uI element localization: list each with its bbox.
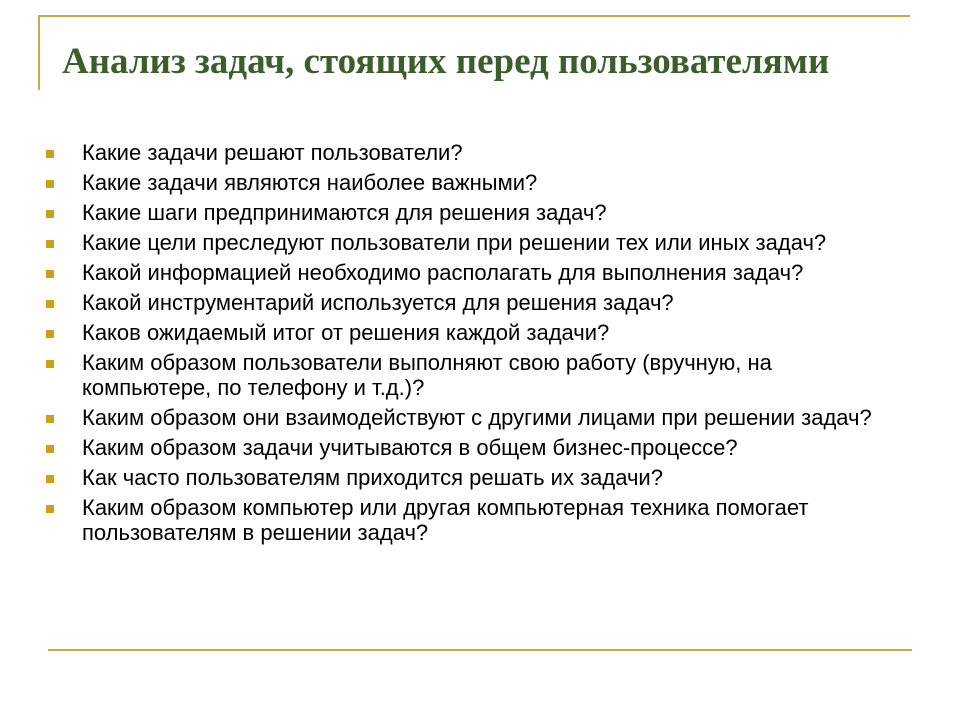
- bullet-item: [46, 230, 896, 255]
- bullet-item: [46, 260, 896, 285]
- bullet-item: [46, 465, 896, 490]
- square-bullet-icon: [46, 240, 54, 248]
- square-bullet-icon: [46, 415, 54, 423]
- bullet-item: [46, 290, 896, 315]
- bullet-text: Какой информацией необходимо располагать для выполнения задач?: [82, 260, 804, 285]
- square-bullet-icon: [46, 180, 54, 188]
- bullet-text: Каким образом компьютер или другая компьютерная техника помогает пользователям в решении задач?: [82, 495, 809, 545]
- bullet-text: Какие задачи решают пользователи?: [82, 140, 463, 165]
- square-bullet-icon: [46, 445, 54, 453]
- square-bullet-icon: [46, 150, 54, 158]
- top-rule: [38, 15, 910, 17]
- square-bullet-icon: [46, 270, 54, 278]
- bullet-text: Какие шаги предпринимаются для решения задач?: [82, 200, 607, 225]
- bullet-text: Как часто пользователям приходится решать их задачи?: [82, 465, 663, 490]
- bullet-item: [46, 495, 896, 545]
- square-bullet-icon: [46, 505, 54, 513]
- bullet-list: [46, 140, 896, 550]
- square-bullet-icon: [46, 475, 54, 483]
- bullet-text: Каким образом пользователи выполняют свою работу (вручную, на компьютере, по телефону и т.д.)?: [82, 350, 772, 400]
- bullet-item: [46, 320, 896, 345]
- bullet-item: [46, 140, 896, 165]
- bullet-item: [46, 170, 896, 195]
- bullet-text: Какие цели преследуют пользователи при решении тех или иных задач?: [82, 230, 827, 255]
- bullet-item: [46, 200, 896, 225]
- bottom-rule: [48, 649, 912, 651]
- square-bullet-icon: [46, 360, 54, 368]
- bullet-text: Какие задачи являются наиболее важными?: [82, 170, 538, 195]
- bullet-item: [46, 405, 896, 430]
- bullet-text: Каким образом они взаимодействуют с другими лицами при решении задач?: [82, 405, 872, 430]
- bullet-item: [46, 435, 896, 460]
- bullet-text: Каким образом задачи учитываются в общем бизнес-процессе?: [82, 435, 738, 460]
- bullet-text: Каков ожидаемый итог от решения каждой задачи?: [82, 320, 610, 345]
- slide-title: Анализ задач, стоящих перед пользователями: [62, 41, 830, 82]
- square-bullet-icon: [46, 300, 54, 308]
- vertical-rule: [38, 15, 40, 90]
- bullet-text: Какой инструментарий используется для решения задач?: [82, 290, 674, 315]
- square-bullet-icon: [46, 330, 54, 338]
- bullet-item: [46, 350, 896, 400]
- square-bullet-icon: [46, 210, 54, 218]
